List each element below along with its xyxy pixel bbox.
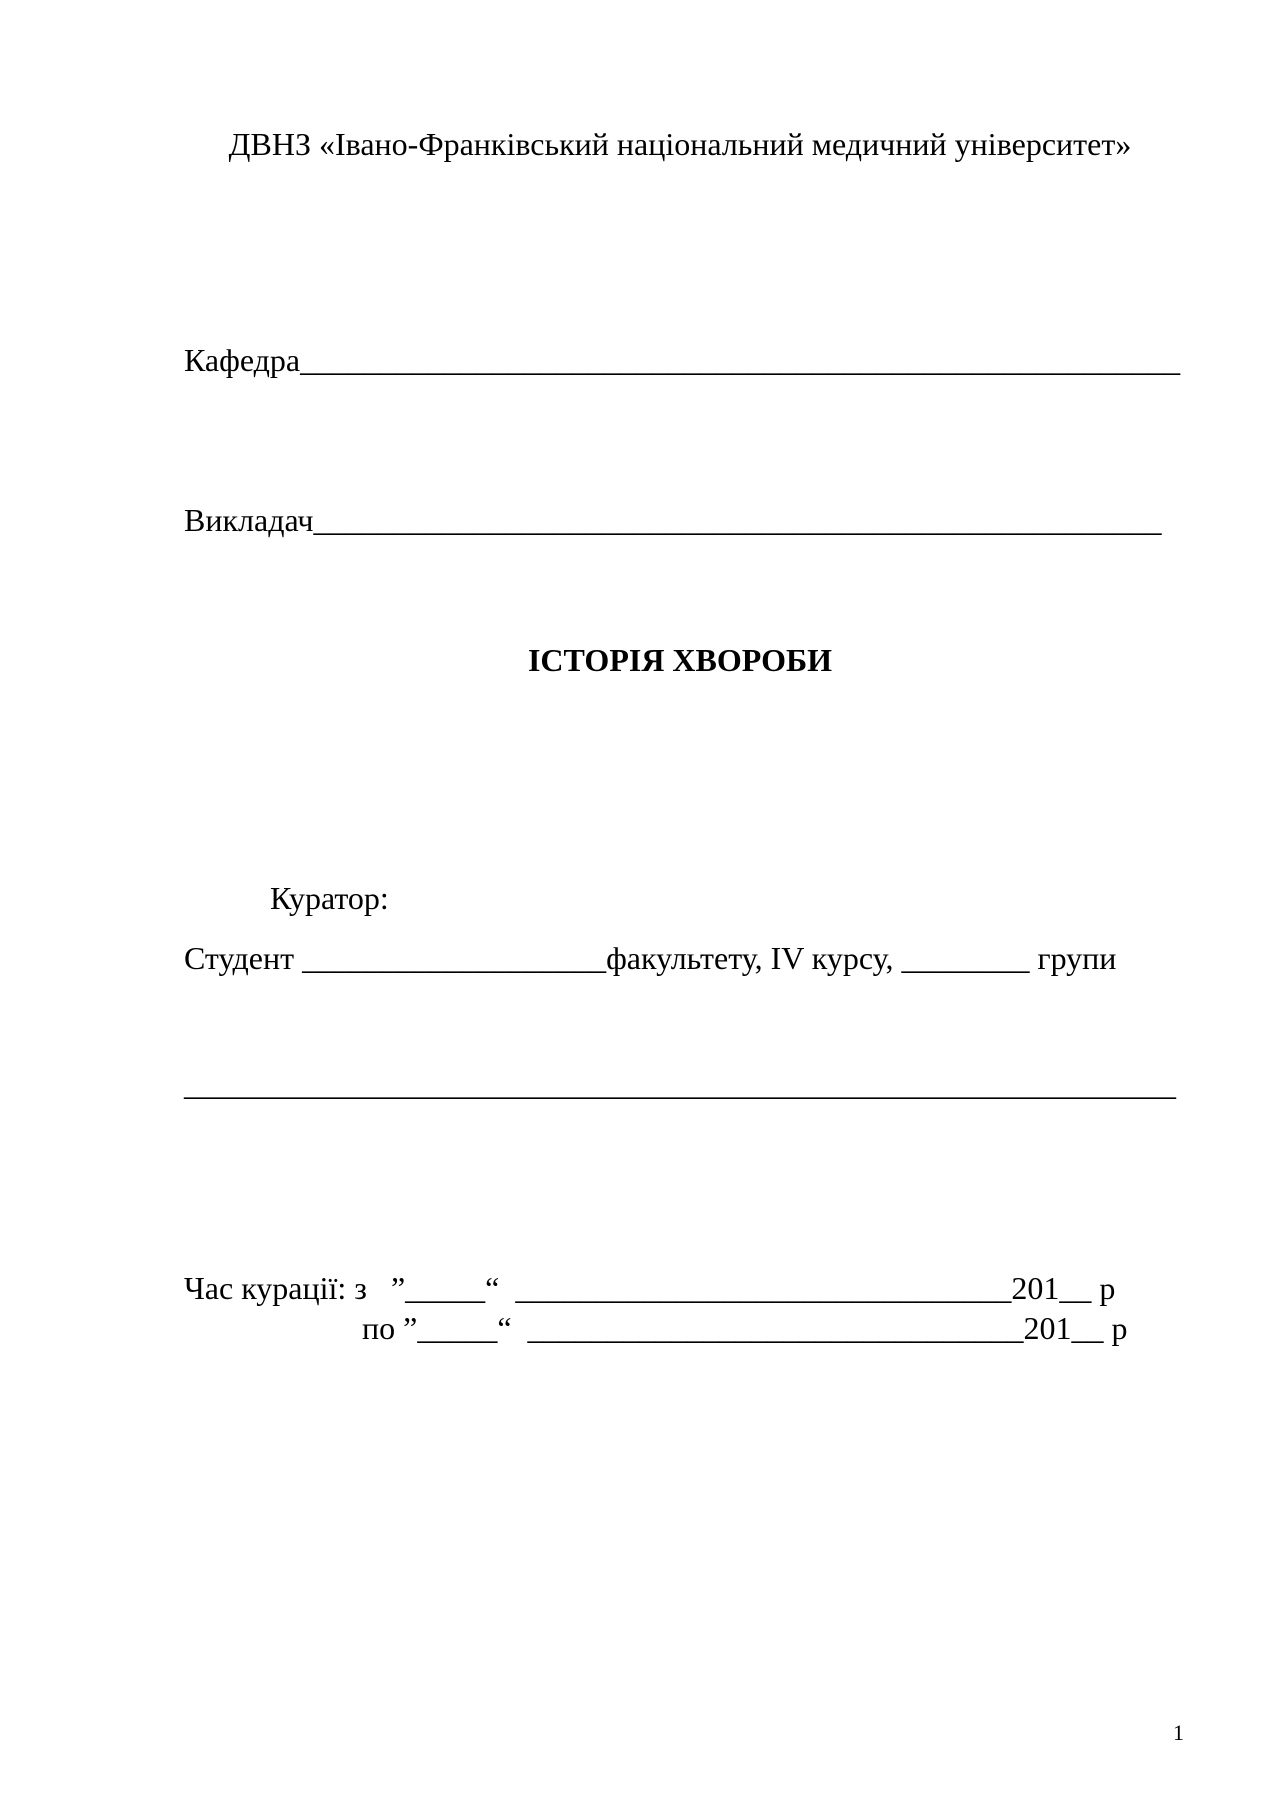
curation-to-line: по ”_____“ _______________________________201__ р <box>362 1310 1128 1346</box>
university-header: ДВНЗ «Івано-Франківський національний медичний університет» <box>228 126 1132 162</box>
page-number: 1 <box>1173 1720 1184 1745</box>
curation-from-line: Час курації: з ”_____“ _______________________________201__ р <box>184 1270 1116 1306</box>
teacher-field: Викладач_____________________________________________________ <box>184 502 1162 538</box>
student-line: Студент ___________________факультету, IV курсу, ________ групи <box>184 940 1117 976</box>
department-field: Кафедра_______________________________________________________ <box>184 342 1181 378</box>
curator-label: Куратор: <box>270 880 389 916</box>
document-title: ІСТОРІЯ ХВОРОБИ <box>527 642 833 678</box>
student-name-line: ______________________________________________________________ <box>184 1066 1176 1102</box>
